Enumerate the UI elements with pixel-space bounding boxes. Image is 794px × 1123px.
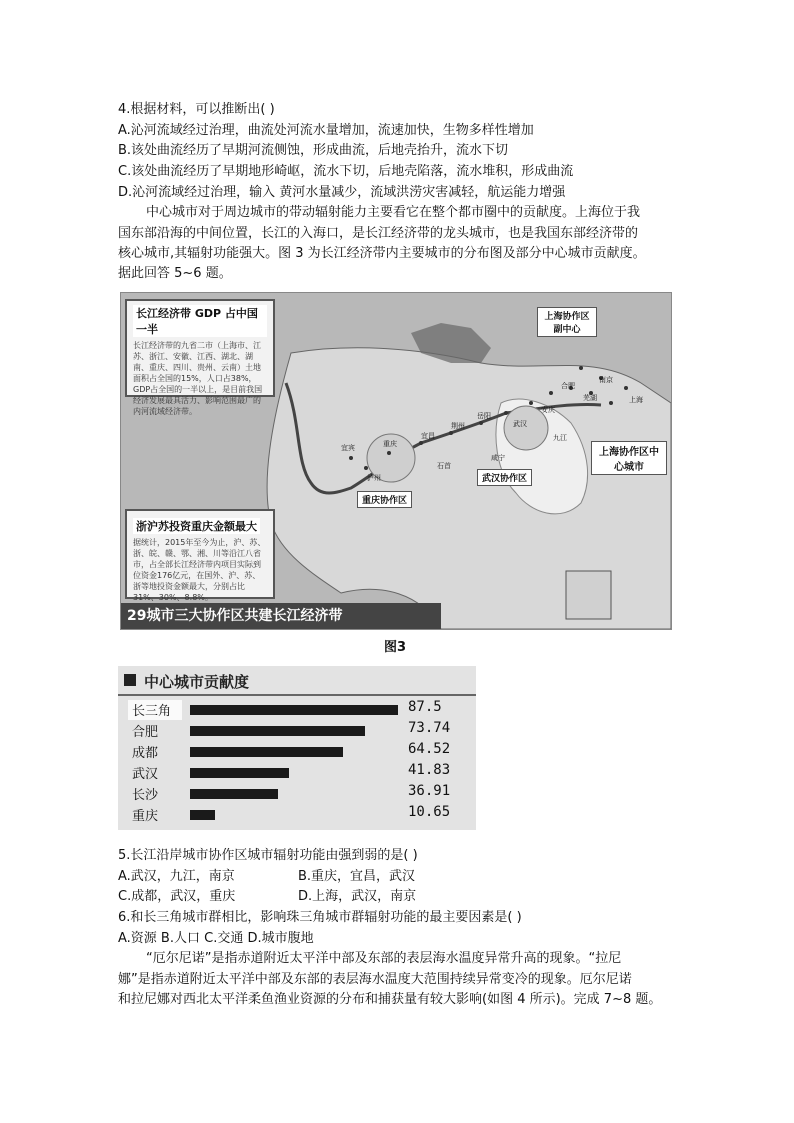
bar-value-label: 64.52 (408, 741, 451, 757)
bar-value-label: 10.65 (408, 804, 451, 820)
q6-stem: 6.和长三角城市群相比，影响珠三角城市群辐射功能的最主要因素是( ) (118, 910, 522, 925)
bar-category-label: 重庆 (132, 809, 159, 824)
bar-value-label: 87.5 (408, 699, 442, 715)
zone-label-chongqing: 重庆协作区 (357, 491, 412, 508)
passage2-line3: 和拉尼娜对西北太平洋柔鱼渔业资源的分布和捕获量有较大影响(如图 4 所示)。完成 7~8 题。 (118, 992, 662, 1007)
city-label: 合肥 (561, 382, 575, 390)
bar (190, 726, 365, 736)
city-label: 南京 (599, 376, 613, 384)
city-label: 安庆 (541, 406, 555, 414)
city-label: 芜湖 (583, 394, 597, 402)
q6-options: A.资源 B.人口 C.交通 D.城市腹地 (118, 931, 314, 946)
bar (190, 768, 289, 778)
city-label: 宜昌 (421, 432, 435, 440)
title-square-icon (124, 674, 136, 686)
passage1-line2: 国东部沿海的中间位置，长江的入海口，是长江经济带的龙头城市，也是我国东部经济带的 (118, 226, 639, 241)
passage2-line2: 娜”是指赤道附近太平洋中部及东部的表层海水温度大范围持续异常变冷的现象。厄尔尼诺 (118, 972, 632, 987)
bar (190, 810, 215, 820)
city-label: 岳阳 (477, 412, 491, 420)
city-label: 武汉 (513, 420, 527, 428)
gdp-callout-title: 长江经济带 GDP 占中国一半 (133, 305, 267, 337)
bar-category-label: 长三角 (132, 704, 172, 719)
figure-caption: 图3 (384, 640, 407, 655)
investment-callout-body: 据统计，2015年至今为止，沪、苏、浙、皖、赣、鄂、湘、川等沿江八省市，占全部长江经济带内项目实际到位资金176亿元，在国外、沪、苏、浙等地投资金额最大，分别占比31%、30%、8.8%。 (133, 538, 266, 602)
q5-stem: 5.长江沿岸城市协作区城市辐射功能由强到弱的是( ) (118, 848, 418, 863)
bar-category-label: 武汉 (132, 767, 159, 782)
bar (190, 747, 343, 757)
city-label: 宜宾 (341, 444, 355, 452)
city-label: 泸州 (367, 474, 381, 482)
passage1-line3: 核心城市,其辐射功能强大。图 3 为长江经济带内主要城市的分布图及部分中心城市贡献度。 (118, 246, 646, 261)
zone-label-wuhan: 武汉协作区 (477, 469, 532, 486)
city-label: 荆州 (451, 422, 465, 430)
q5-option-c: C.成都，武汉，重庆 (118, 889, 236, 904)
city-label: 重庆 (383, 440, 397, 448)
bar-category-label: 合肥 (132, 725, 159, 740)
bar-value-label: 73.74 (408, 720, 451, 736)
passage1-line4: 据此回答 5~6 题。 (118, 266, 232, 281)
investment-callout-title: 浙沪苏投资重庆金额最大 (133, 518, 260, 534)
bar-category-label: 长沙 (132, 788, 159, 803)
city-label: 上海 (629, 396, 643, 404)
investment-callout (125, 509, 275, 602)
city-label: 咸宁 (491, 454, 505, 462)
q4-option-c: C.该处曲流经历了早期地形崎岖，流水下切，后地壳陷落，流水堆积，形成曲流 (118, 164, 574, 179)
q4-stem: 4.根据材料，可以推断出( ) (118, 102, 275, 117)
zone-label-shanghai-sub: 上海协作区副中心 (537, 307, 597, 337)
q5-option-a: A.武汉，九江，南京 (118, 869, 235, 884)
q4-option-a: A.沁河流域经过治理，曲流处河流水量增加，流速加快，生物多样性增加 (118, 123, 534, 138)
bar (190, 789, 278, 799)
q4-option-d: D.沁河流域经过治理，输入 黄河水量减少，流域洪涝灾害减轻，航运能力增强 (118, 185, 566, 200)
bar-value-label: 41.83 (408, 762, 451, 778)
passage1-line1: 中心城市对于周边城市的带动辐射能力主要看它在整个都市圈中的贡献度。上海位于我 (146, 205, 641, 220)
gdp-callout (125, 299, 275, 416)
bar-category-label: 成都 (132, 746, 159, 761)
q4-option-b: B.该处曲流经历了早期河流侧蚀，形成曲流，后地壳抬升，流水下切 (118, 143, 509, 158)
gdp-callout-body: 长江经济带的九省二市（上海市、江苏、浙江、安徽、江西、湖北、湖南、重庆、四川、贵州、云南）土地面积占全国的15%，人口占38%，GDP占全国的一半以上，是目前我国经济发展最具活力、影响范围最广的内河流域经济带。 (133, 341, 263, 416)
chart-rule (118, 694, 476, 696)
contribution-chart (118, 666, 476, 830)
passage2-line1: “厄尔尼诺”是指赤道附近太平洋中部及东部的表层海水温度异常升高的现象。“拉尼 (146, 951, 622, 966)
zone-label-shanghai-center: 上海协作区中心城市 (591, 441, 667, 475)
city-label: 九江 (553, 434, 567, 442)
q5-option-d: D.上海，武汉，南京 (298, 889, 417, 904)
yangtze-map-figure (120, 292, 672, 630)
q5-option-b: B.重庆，宜昌，武汉 (298, 869, 416, 884)
map-banner: 29城市三大协作区共建长江经济带 (121, 603, 441, 629)
bar (190, 705, 398, 715)
city-label: 石首 (437, 462, 451, 470)
chart-title: 中心城市贡献度 (144, 673, 250, 691)
bar-value-label: 36.91 (408, 783, 451, 799)
